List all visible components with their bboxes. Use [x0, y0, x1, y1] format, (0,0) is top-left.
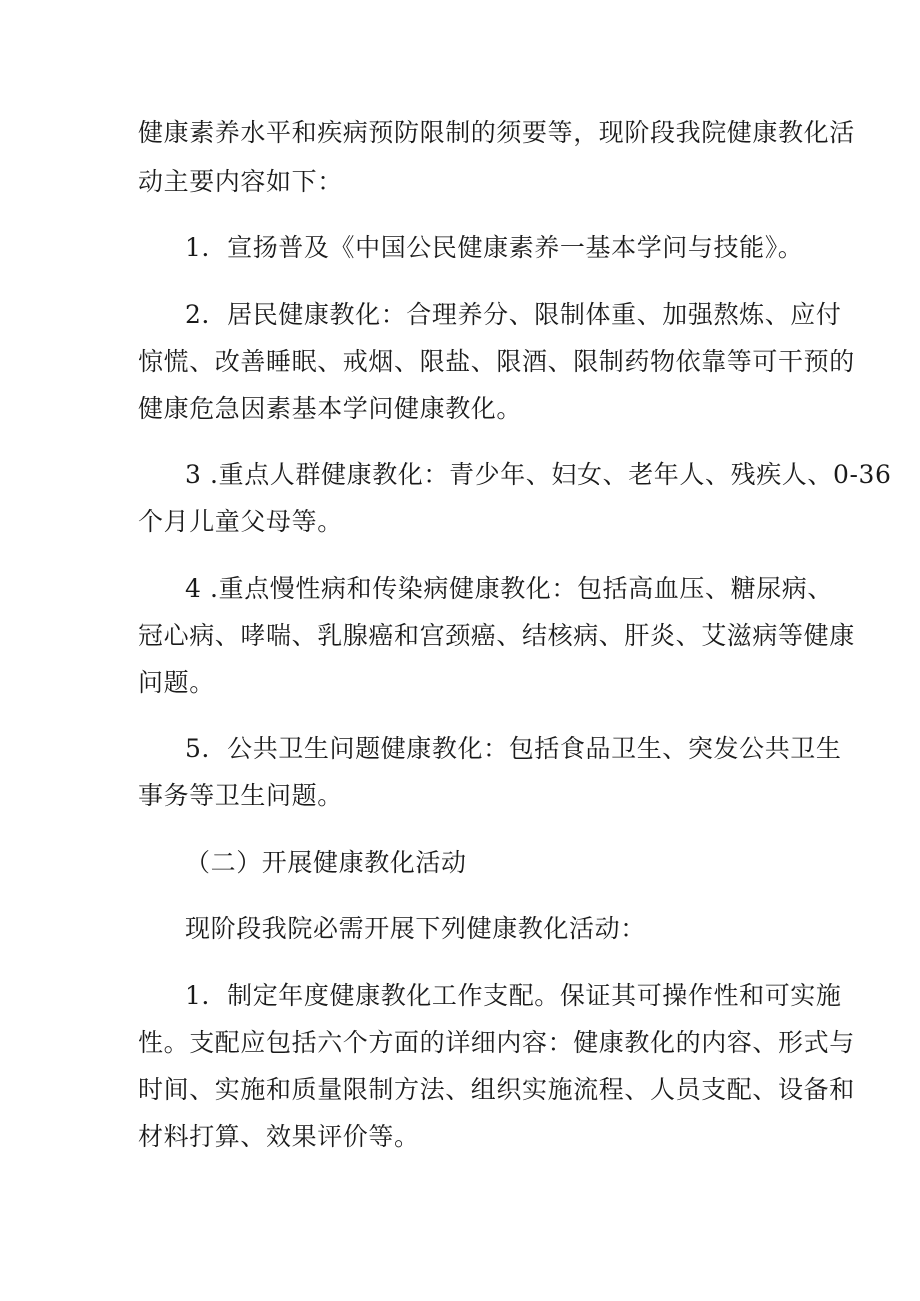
body-text-line: 性。支配应包括六个方面的详细内容：健康教化的内容、形式与	[138, 1028, 855, 1057]
body-text-line: 冠心病、哮喘、乳腺癌和宫颈癌、结核病、肝炎、艾滋病等健康	[138, 621, 855, 650]
list-item-5: 5．公共卫生问题健康教化：包括食品卫生、突发公共卫生	[185, 734, 842, 763]
body-text-line: 材料打算、效果评价等。	[138, 1122, 420, 1151]
section-heading: （二）开展健康教化活动	[185, 848, 467, 877]
body-text-line: 个月儿童父母等。	[138, 507, 343, 536]
list-item-3: 3 .重点人群健康教化：青少年、妇女、老年人、残疾人、0-36	[185, 460, 892, 489]
list-item-2: 2．居民健康教化：合理养分、限制体重、加强熬炼、应付	[185, 300, 842, 329]
body-text-line: 现阶段我院必需开展下列健康教化活动：	[185, 914, 646, 943]
body-text-line: 惊慌、改善睡眠、戒烟、限盐、限酒、限制药物依靠等可干预的	[138, 347, 855, 376]
list-item-1: 1．宣扬普及《中国公民健康素养一基本学问与技能》。	[185, 233, 804, 262]
list-item-1: 1．制定年度健康教化工作支配。保证其可操作性和可实施	[185, 981, 842, 1010]
body-text-line: 问题。	[138, 668, 215, 697]
body-text-line: 健康素养水平和疾病预防限制的须要等，现阶段我院健康教化活	[138, 118, 855, 147]
list-item-4: 4 .重点慢性病和传染病健康教化：包括高血压、糖尿病、	[185, 574, 834, 603]
body-text-line: 事务等卫生问题。	[138, 781, 343, 810]
body-text-line: 时间、实施和质量限制方法、组织实施流程、人员支配、设备和	[138, 1075, 855, 1104]
body-text-line: 健康危急因素基本学问健康教化。	[138, 394, 523, 423]
body-text-line: 动主要内容如下：	[138, 167, 343, 196]
